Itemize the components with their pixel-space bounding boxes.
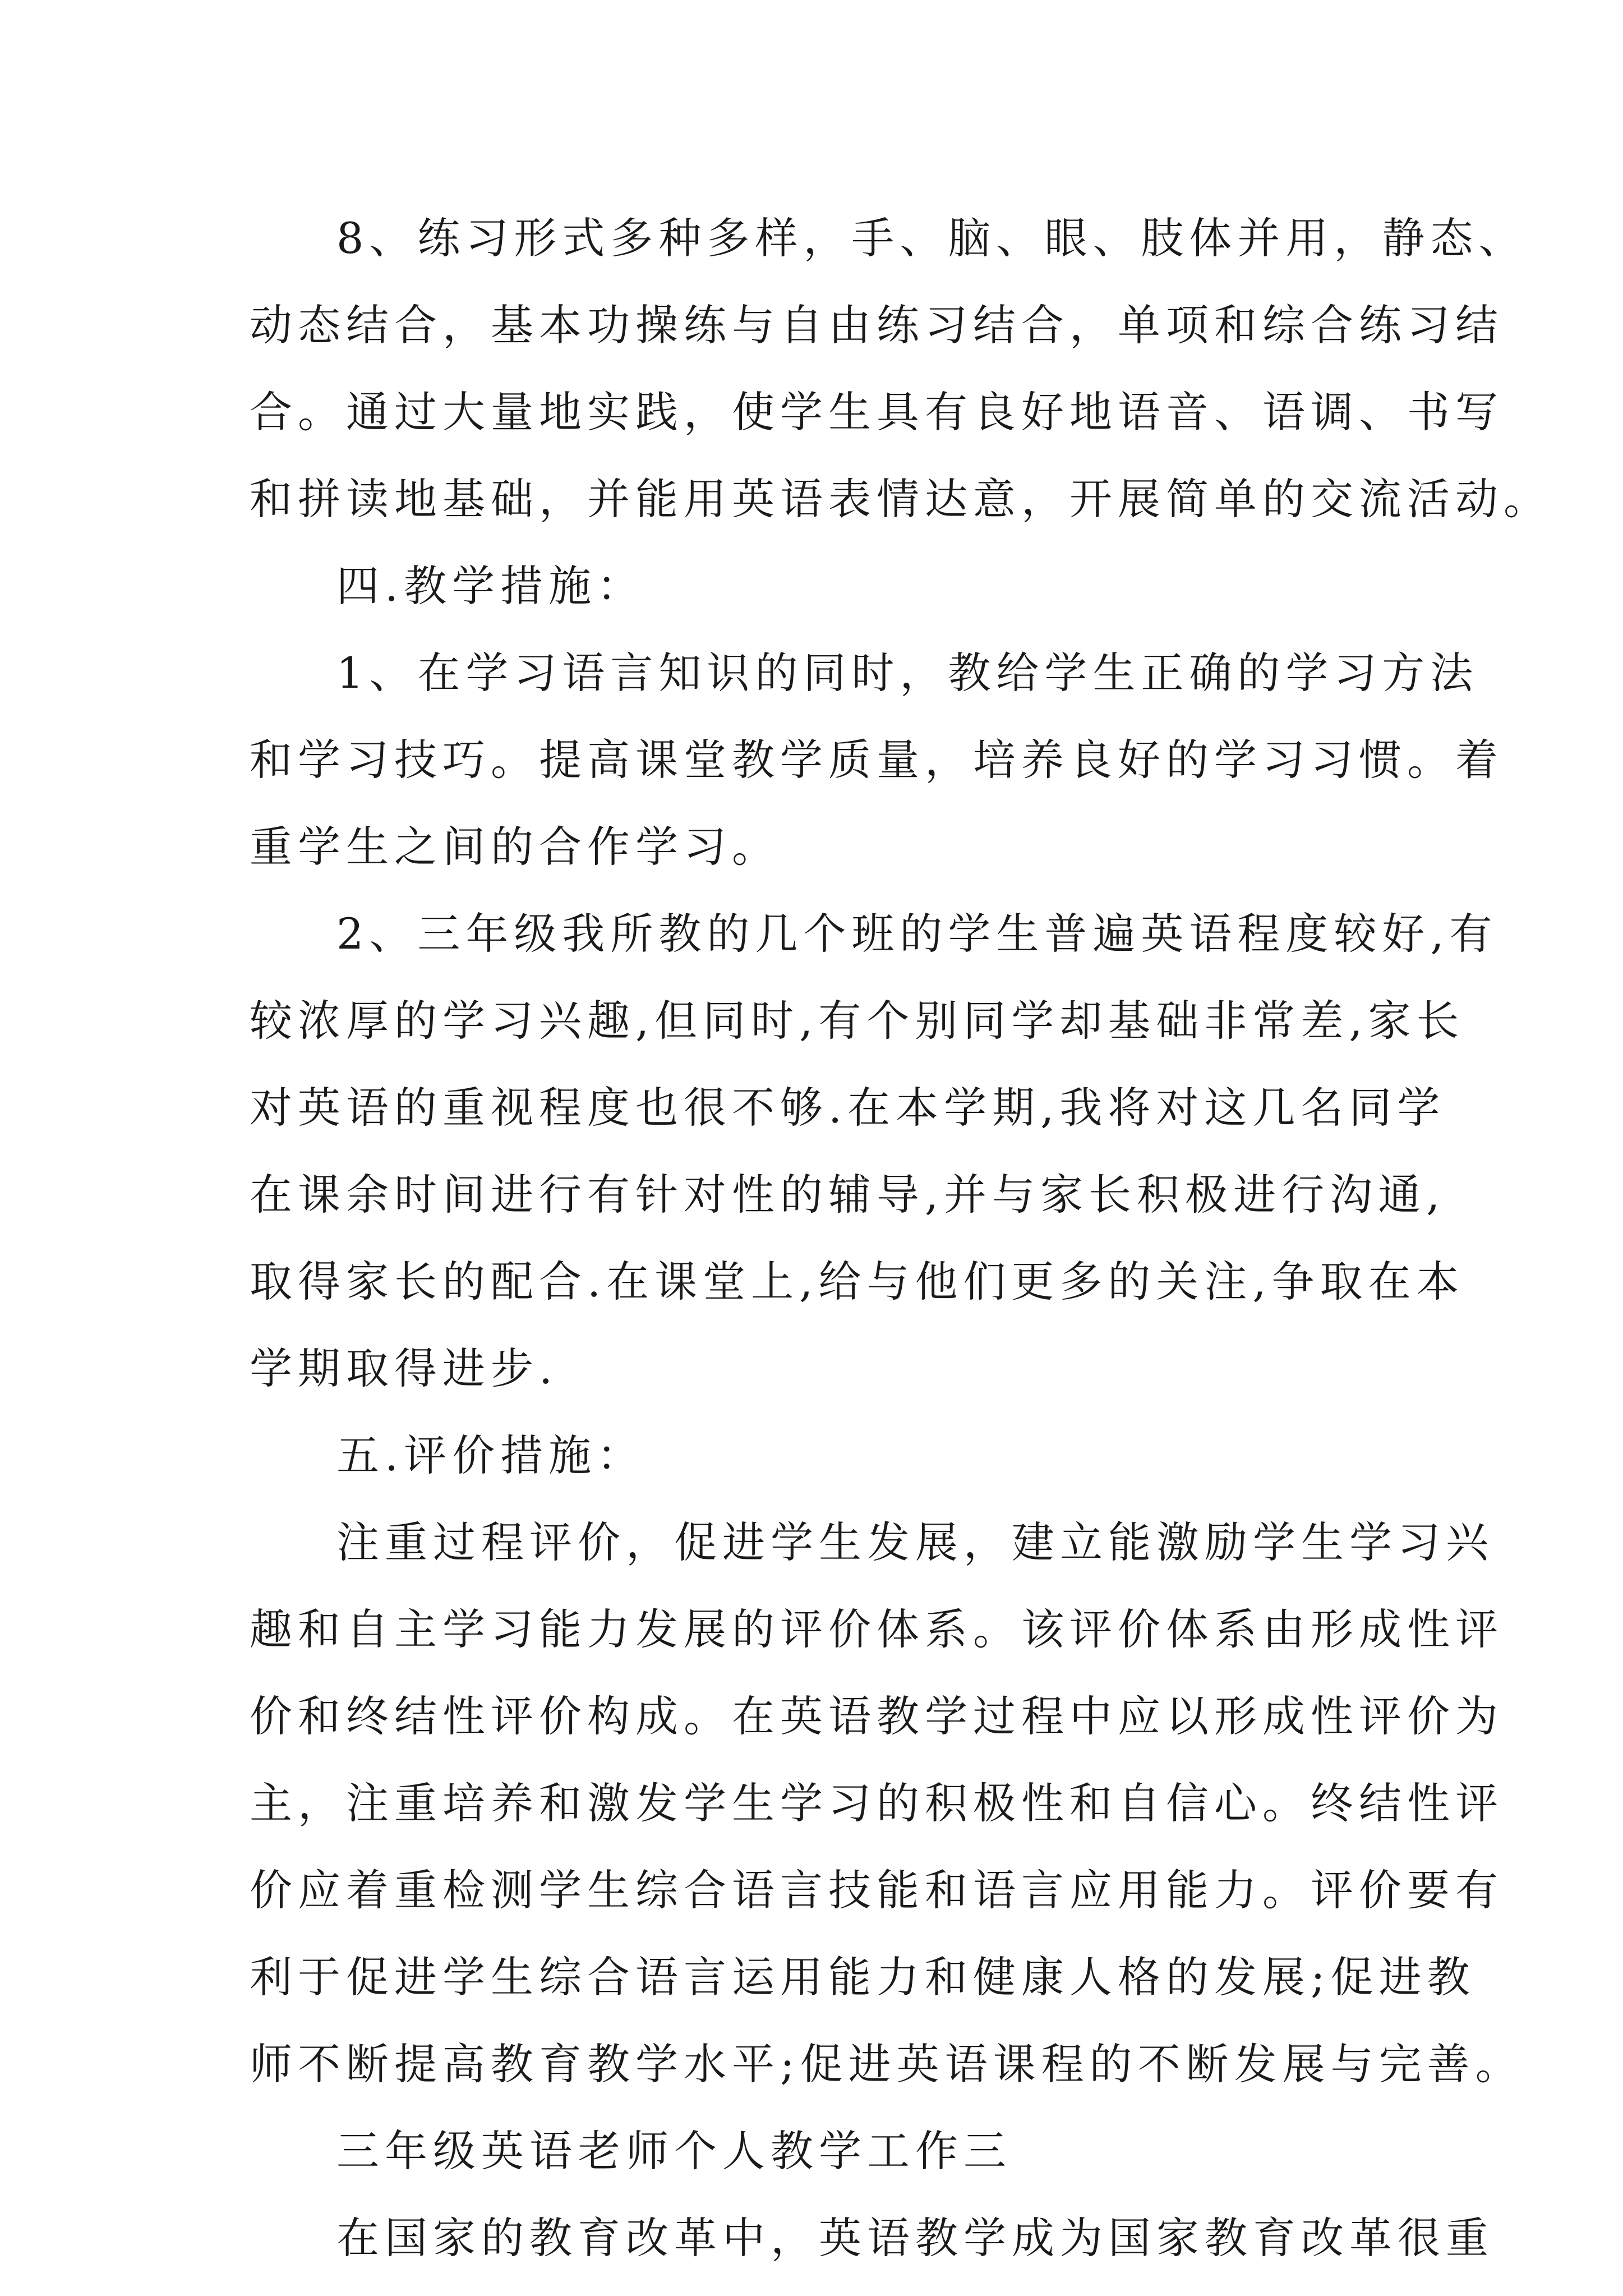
section-title: 三年级英语老师个人教学工作三 [336,2126,1012,2176]
text-line: 8、练习形式多种多样，手、脑、眼、肢体并用，静态、 [336,213,1527,263]
text-line: 在课余时间进行有针对性的辅导,并与家长积极进行沟通, [250,1170,1446,1220]
text-line: 学期取得进步. [250,1343,559,1393]
text-line: 价和终结性评价构成。在英语教学过程中应以形成性评价为 [250,1691,1504,1741]
text-line: 价应着重检测学生综合语言技能和语言应用能力。评价要有 [250,1865,1504,1915]
text-line: 注重过程评价，促进学生发展，建立能激励学生学习兴 [336,1517,1494,1567]
text-line: 主，注重培养和激发学生学习的积极性和自信心。终结性评 [250,1778,1504,1828]
text-line: 利于促进学生综合语言运用能力和健康人格的发展;促进教 [250,1952,1476,2002]
text-line: 2、三年级我所教的几个班的学生普遍英语程度较好,有 [336,909,1498,959]
text-line: 在国家的教育改革中，英语教学成为国家教育改革很重 [336,2213,1494,2263]
text-line: 师不断提高教育教学水平;促进英语课程的不断发展与完善。 [250,2039,1524,2089]
text-line: 动态结合，基本功操练与自由练习结合，单项和综合练习结 [250,300,1504,350]
text-line: 1、在学习语言知识的同时，教给学生正确的学习方法 [336,648,1479,698]
text-line: 取得家长的配合.在课堂上,给与他们更多的关注,争取在本 [250,1257,1465,1306]
text-line: 和学习技巧。提高课堂教学质量，培养良好的学习习惯。着 [250,735,1504,785]
text-line: 较浓厚的学习兴趣,但同时,有个别同学却基础非常差,家长 [250,996,1465,1046]
text-line: 对英语的重视程度也很不够.在本学期,我将对这几名同学 [250,1083,1446,1133]
section-heading: 四.教学措施： [336,561,645,611]
text-line: 重学生之间的合作学习。 [250,822,780,872]
text-line: 合。通过大量地实践，使学生具有良好地语音、语调、书写 [250,387,1504,437]
text-line: 和拼读地基础，并能用英语表情达意，开展简单的交流活动。 [250,474,1552,524]
section-heading: 五.评价措施： [336,1430,645,1480]
text-line: 趣和自主学习能力发展的评价体系。该评价体系由形成性评 [250,1604,1504,1654]
